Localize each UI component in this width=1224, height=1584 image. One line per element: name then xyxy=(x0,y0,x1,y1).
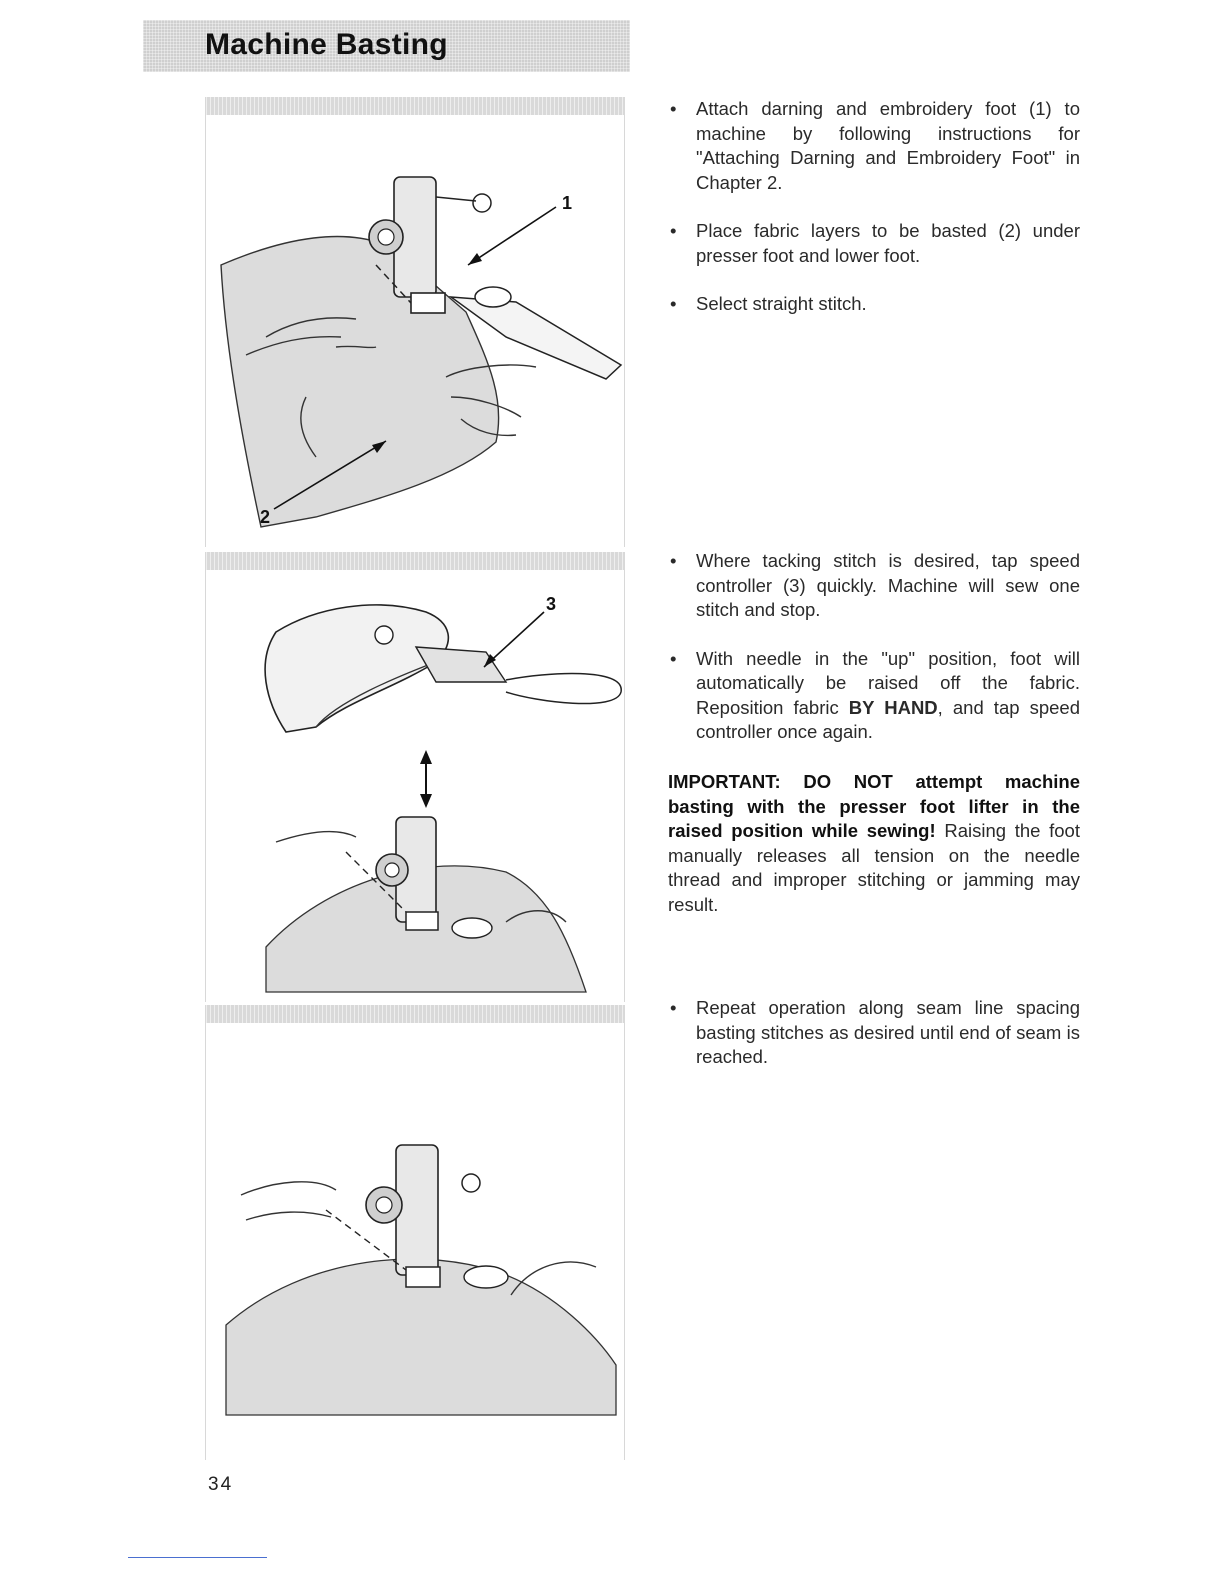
bullet-marker: • xyxy=(670,647,677,669)
figure-basting-setup xyxy=(205,97,625,547)
emphasis-by-hand: BY HAND xyxy=(848,696,938,718)
bullet-marker: • xyxy=(670,997,677,1018)
instruction-text: Place fabric layers to be basted (2) under presser foot and lower foot. xyxy=(696,220,1080,266)
repeat-basting-illustration xyxy=(206,1005,624,1460)
instruction-list-top xyxy=(668,97,1080,317)
instruction-item xyxy=(668,647,1080,745)
callout-label-3: 3 xyxy=(546,594,557,614)
instruction-item xyxy=(668,292,1080,317)
warning-bold: IMPORTANT: DO NOT attempt machine basting with the presser foot lifter in the raised position while sewing! xyxy=(668,771,1080,841)
bullet-marker: • xyxy=(670,98,677,119)
page-title: Machine Basting xyxy=(205,28,448,61)
title-bar xyxy=(143,20,630,72)
page-number: 34 xyxy=(208,1474,234,1495)
figure-repeat-basting xyxy=(205,1005,625,1460)
instruction-item xyxy=(668,219,1080,268)
instruction-text-part: With needle in the "up" position, foot will automatically be raised off the fabric. Reposition fabric xyxy=(696,647,1080,718)
instruction-list-bottom xyxy=(668,996,1080,1070)
instruction-item xyxy=(668,549,1080,623)
footer-rule xyxy=(128,1557,267,1558)
figure-speed-controller xyxy=(205,552,625,1002)
speed-controller-illustration xyxy=(206,552,624,1002)
callout-label-1: 1 xyxy=(562,193,573,213)
instruction-list-middle xyxy=(668,549,1080,745)
bullet-marker: • xyxy=(670,220,677,241)
instruction-text: Where tacking stitch is desired, tap speed controller (3) quickly. Machine will sew one stitch and stop. xyxy=(696,550,1080,620)
instruction-item xyxy=(668,996,1080,1070)
warning-text: Raising the foot manually releases all tension on the needle thread and improper stitching or jamming may result. xyxy=(668,820,1080,915)
bullet-marker: • xyxy=(670,293,677,314)
instruction-text: Attach darning and embroidery foot (1) to machine by following instructions for "Attaching Darning and Embroidery Foot" in Chapter 2. xyxy=(696,98,1080,193)
basting-setup-illustration xyxy=(206,97,624,547)
instruction-item xyxy=(668,97,1080,195)
callout-label-2: 2 xyxy=(260,507,271,527)
important-warning xyxy=(668,770,1080,917)
instruction-text: Repeat operation along seam line spacing basting stitches as desired until end of seam is reached. xyxy=(696,997,1080,1067)
bullet-marker: • xyxy=(670,550,677,571)
instruction-text: Select straight stitch. xyxy=(696,293,867,314)
instruction-text-part: , and tap speed controller once again. xyxy=(696,696,1080,742)
instruction-text xyxy=(696,648,1080,743)
